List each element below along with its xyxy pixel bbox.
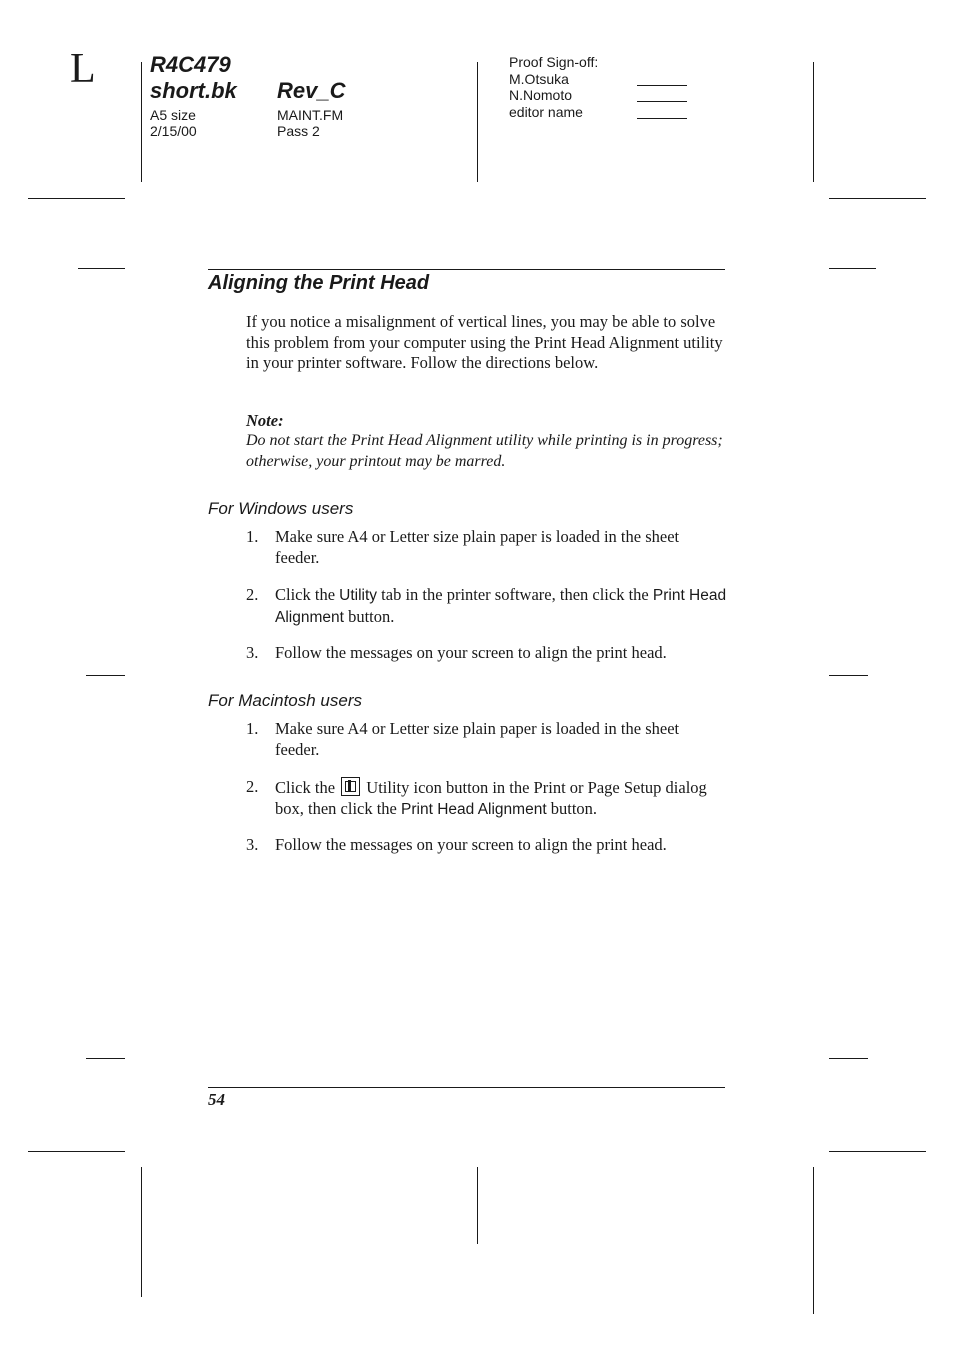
signer-name: editor name bbox=[509, 104, 583, 120]
step-text: Follow the messages on your screen to align the print head. bbox=[275, 835, 667, 854]
crop-mark bbox=[86, 675, 125, 676]
crop-mark bbox=[86, 1058, 125, 1059]
step-number: 3. bbox=[246, 835, 259, 854]
date: 2/15/00 bbox=[150, 123, 197, 139]
step-text bbox=[275, 585, 727, 628]
windows-heading: For Windows users bbox=[208, 499, 354, 518]
note-label: Note: bbox=[246, 411, 284, 430]
crop-mark bbox=[813, 1167, 814, 1314]
mac-heading: For Macintosh users bbox=[208, 691, 362, 710]
proof-title: Proof Sign-off: bbox=[509, 54, 599, 70]
text-run: button. bbox=[343, 606, 395, 626]
book-name: short.bk bbox=[150, 78, 237, 103]
ui-label-print-head-alignment: Print Head Alignment bbox=[401, 800, 547, 818]
crop-mark bbox=[78, 268, 125, 269]
ui-label-utility: Utility bbox=[339, 587, 378, 604]
text-run: button. bbox=[546, 798, 598, 818]
signer-name: M.Otsuka bbox=[509, 71, 569, 87]
crop-mark bbox=[829, 1151, 926, 1152]
text-run: tab in the printer software, then click the bbox=[377, 585, 653, 604]
doc-code: R4C479 bbox=[150, 52, 231, 77]
signer-name: N.Nomoto bbox=[509, 87, 573, 103]
step-text: Make sure A4 or Letter size plain paper is loaded in the sheet feeder. bbox=[275, 719, 680, 759]
crop-mark bbox=[28, 198, 125, 199]
pass: Pass 2 bbox=[277, 123, 320, 139]
text-run: Utility icon button in the Print or Page Setup dialog box, then click the bbox=[275, 778, 707, 818]
section-title: Aligning the Print Head bbox=[208, 272, 430, 294]
step-number: 1. bbox=[246, 719, 259, 738]
ui-label-print-head-alignment: Print Head Alignment bbox=[275, 587, 727, 626]
crop-mark bbox=[28, 1151, 125, 1152]
note-text: Do not start the Print Head Alignment utility while printing is in progress; otherwise, your printout may be marred. bbox=[246, 432, 723, 470]
file-name: MAINT.FM bbox=[277, 107, 344, 123]
step-text bbox=[275, 777, 727, 820]
crop-mark bbox=[477, 62, 478, 182]
paper-size: A5 size bbox=[150, 107, 196, 123]
crop-mark bbox=[141, 62, 142, 182]
crop-mark bbox=[477, 1167, 478, 1244]
crop-mark bbox=[813, 62, 814, 182]
utility-icon bbox=[341, 777, 360, 796]
step-number: 3. bbox=[246, 643, 259, 662]
crop-mark bbox=[829, 268, 876, 269]
page-number: 54 bbox=[208, 1090, 225, 1109]
step-text: Follow the messages on your screen to align the print head. bbox=[275, 643, 667, 662]
crop-mark bbox=[829, 675, 868, 676]
crop-mark bbox=[829, 198, 926, 199]
intro-paragraph: If you notice a misalignment of vertical lines, you may be able to solve this problem from your computer using the Print Head Alignment utility in your printer software. Follow the directions below. bbox=[246, 312, 723, 372]
crop-mark bbox=[829, 1058, 868, 1059]
crop-mark bbox=[141, 1167, 142, 1297]
footer-rule bbox=[208, 1087, 725, 1088]
signature-line bbox=[637, 101, 687, 102]
revision: Rev_C bbox=[277, 78, 346, 103]
step-number: 1. bbox=[246, 527, 259, 546]
step-number: 2. bbox=[246, 585, 259, 604]
signature-line bbox=[637, 85, 687, 86]
text-run: Click the bbox=[275, 778, 336, 797]
corner-letter: L bbox=[70, 46, 96, 92]
text-run: Click the bbox=[275, 585, 340, 604]
step-text: Make sure A4 or Letter size plain paper is loaded in the sheet feeder. bbox=[275, 527, 680, 567]
step-number: 2. bbox=[246, 777, 259, 796]
signature-line bbox=[637, 118, 687, 119]
